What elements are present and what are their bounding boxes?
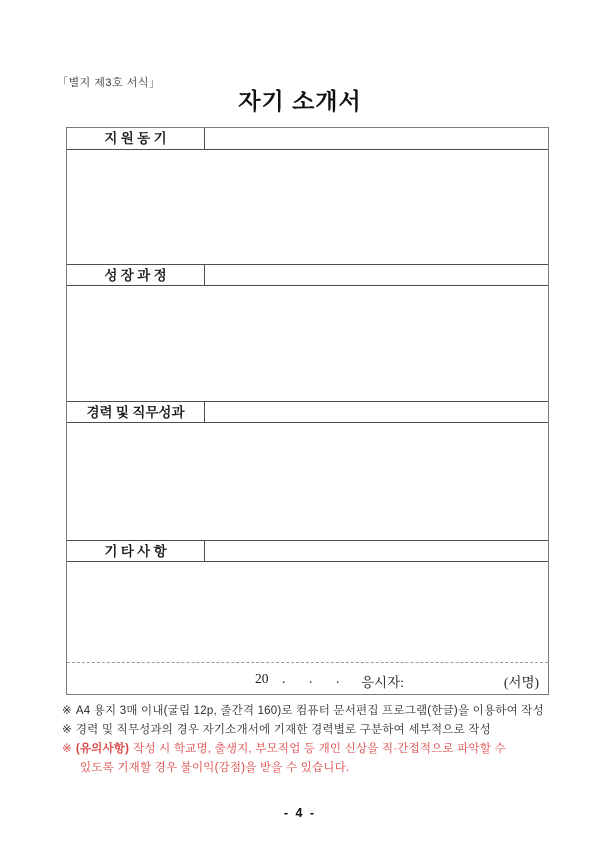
- date-field[interactable]: 20 . . .: [255, 671, 340, 686]
- section-header-blank: [205, 541, 548, 561]
- section-content-growth[interactable]: [67, 286, 548, 401]
- form-number-label: 「별지 제3호 서식」: [57, 77, 161, 89]
- note-warning-line2: [62, 759, 554, 778]
- note-marker: ※: [62, 705, 72, 717]
- section-header-blank: [205, 265, 548, 285]
- footnotes: [62, 702, 554, 778]
- section-header-motivation: [67, 128, 548, 150]
- note-career-detail-text: 경력 및 직무성과의 경우 자기소개서에 기재한 경력별로 구분하여 세부적으로 작성: [75, 724, 491, 736]
- page-title: 자기 소개서: [238, 88, 362, 114]
- note-paper-spec-text: A4 용지 3매 이내(굴림 12p, 줄간격 160)로 컴퓨터 문서편집 프로그램(한글)을 이용하여 작성: [75, 705, 544, 717]
- section-header-blank: [205, 128, 548, 149]
- section-content-etc[interactable]: [67, 562, 548, 663]
- signature-label: (서명): [503, 675, 539, 690]
- applicant-label: 응시자:: [361, 675, 404, 690]
- section-label-etc: 기 타 사 항: [67, 541, 205, 561]
- section-content-motivation[interactable]: [67, 150, 548, 264]
- section-content-career[interactable]: [67, 423, 548, 540]
- note-marker: ※: [62, 724, 72, 736]
- note-marker: ※: [62, 743, 72, 755]
- section-header-growth: [67, 264, 548, 286]
- section-label-motivation: 지 원 동 기: [67, 128, 205, 149]
- note-warning-line1: [62, 740, 554, 759]
- page-number: - 4 -: [283, 806, 317, 820]
- section-header-blank: [205, 402, 548, 422]
- note-warning-text-line1: 작성 시 학교명, 출생지, 부모직업 등 개인 신상을 직·간접적으로 파악할 수: [133, 743, 506, 755]
- section-header-etc: [67, 540, 548, 562]
- section-label-growth: 성 장 과 정: [67, 265, 205, 285]
- section-label-career: 경력 및 직무성과: [67, 402, 205, 422]
- note-career-detail: [62, 721, 554, 740]
- signature-row: [67, 663, 548, 694]
- note-warning-text-line2: 있도록 기재할 경우 불이익(감점)을 받을 수 있습니다.: [80, 762, 350, 774]
- section-header-career: [67, 401, 548, 423]
- note-paper-spec: [62, 702, 554, 721]
- note-warning-bold-prefix: (유의사항): [75, 743, 130, 755]
- self-introduction-table: [66, 127, 549, 695]
